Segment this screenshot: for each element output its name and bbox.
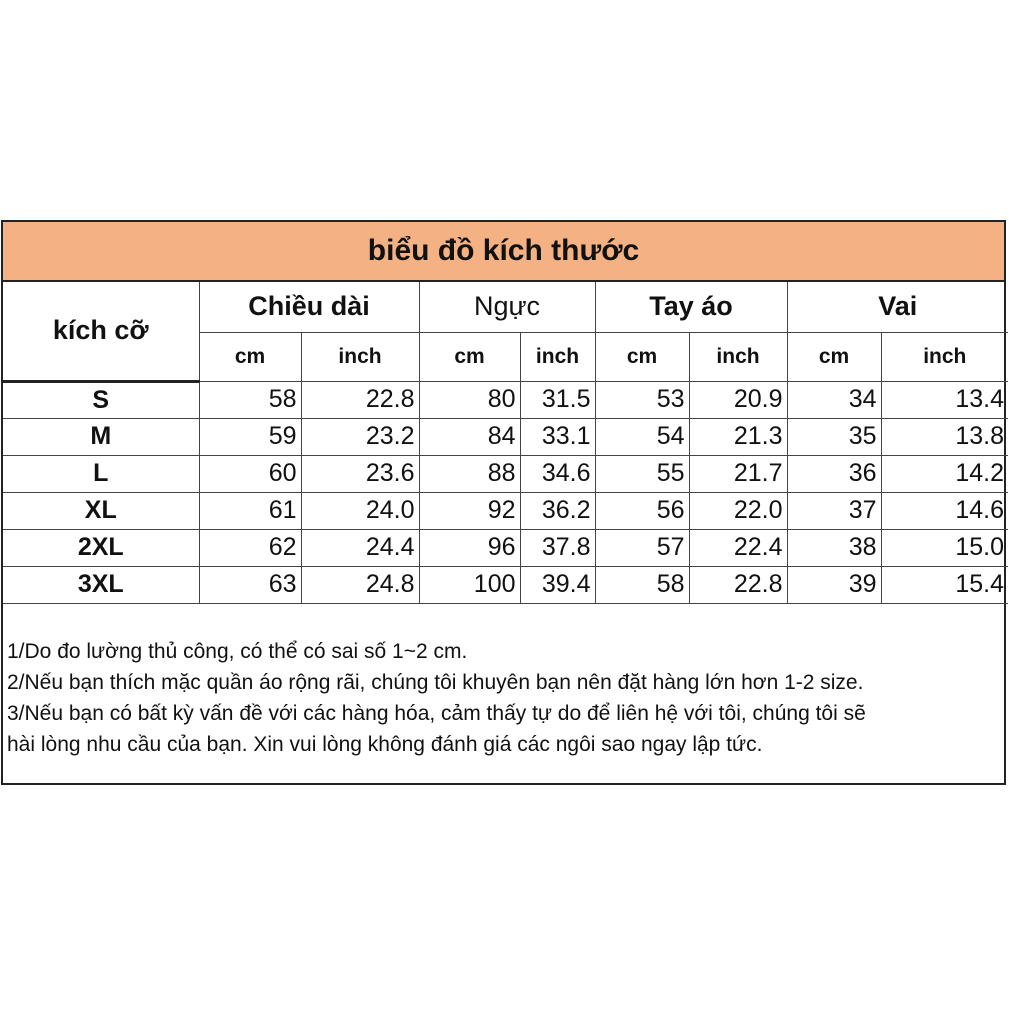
value-cell: 54: [595, 418, 689, 455]
value-cell: 39.4: [520, 566, 595, 603]
value-cell: 23.6: [301, 455, 419, 492]
value-cell: 24.4: [301, 529, 419, 566]
size-column-header: kích cỡ: [3, 282, 199, 381]
value-cell: 55: [595, 455, 689, 492]
unit-header: cm: [595, 332, 689, 381]
value-cell: 21.3: [689, 418, 787, 455]
value-cell: 36: [787, 455, 881, 492]
size-cell: 3XL: [3, 566, 199, 603]
value-cell: 22.8: [689, 566, 787, 603]
table-row: [3, 381, 1008, 418]
value-cell: 60: [199, 455, 301, 492]
value-cell: 92: [419, 492, 520, 529]
value-cell: 36.2: [520, 492, 595, 529]
value-cell: 21.7: [689, 455, 787, 492]
sleeve-header: Tay áo: [595, 282, 787, 332]
size-cell: L: [3, 455, 199, 492]
value-cell: 35: [787, 418, 881, 455]
chest-header: Ngực: [419, 282, 595, 332]
table-row: [3, 529, 1008, 566]
unit-header: cm: [419, 332, 520, 381]
value-cell: 33.1: [520, 418, 595, 455]
value-cell: 14.2: [881, 455, 1008, 492]
value-cell: 34.6: [520, 455, 595, 492]
value-cell: 15.0: [881, 529, 1008, 566]
note-line: hài lòng nhu cầu của bạn. Xin vui lòng không đánh giá các ngôi sao ngay lập tức.: [7, 733, 763, 756]
value-cell: 24.0: [301, 492, 419, 529]
note-line: 1/Do đo lường thủ công, có thể có sai số 1~2 cm.: [7, 640, 468, 663]
value-cell: 24.8: [301, 566, 419, 603]
unit-header: cm: [787, 332, 881, 381]
value-cell: 59: [199, 418, 301, 455]
size-cell: M: [3, 418, 199, 455]
value-cell: 22.0: [689, 492, 787, 529]
value-cell: 100: [419, 566, 520, 603]
value-cell: 13.4: [881, 381, 1008, 418]
value-cell: 34: [787, 381, 881, 418]
value-cell: 88: [419, 455, 520, 492]
size-chart: [1, 220, 1006, 785]
unit-header: inch: [301, 332, 419, 381]
value-cell: 14.6: [881, 492, 1008, 529]
value-cell: 61: [199, 492, 301, 529]
size-cell: S: [3, 381, 199, 418]
unit-header: inch: [881, 332, 1008, 381]
value-cell: 58: [595, 566, 689, 603]
unit-header: inch: [520, 332, 595, 381]
value-cell: 56: [595, 492, 689, 529]
shoulder-header: Vai: [787, 282, 1008, 332]
value-cell: 39: [787, 566, 881, 603]
value-cell: 84: [419, 418, 520, 455]
value-cell: 13.8: [881, 418, 1008, 455]
chart-title: biểu đồ kích thước: [3, 222, 1004, 282]
value-cell: 31.5: [520, 381, 595, 418]
value-cell: 15.4: [881, 566, 1008, 603]
value-cell: 20.9: [689, 381, 787, 418]
size-cell: XL: [3, 492, 199, 529]
value-cell: 62: [199, 529, 301, 566]
table-body: [3, 381, 1008, 603]
table-row: [3, 492, 1008, 529]
table-row: [3, 455, 1008, 492]
value-cell: 96: [419, 529, 520, 566]
value-cell: 80: [419, 381, 520, 418]
table-row: [3, 566, 1008, 603]
note-line: 2/Nếu bạn thích mặc quần áo rộng rãi, chúng tôi khuyên bạn nên đặt hàng lớn hơn 1-2 size.: [7, 671, 864, 694]
value-cell: 23.2: [301, 418, 419, 455]
size-cell: 2XL: [3, 529, 199, 566]
value-cell: 22.4: [689, 529, 787, 566]
notes: [7, 636, 1007, 760]
value-cell: 37: [787, 492, 881, 529]
table-row: [3, 418, 1008, 455]
value-cell: 38: [787, 529, 881, 566]
length-header: Chiều dài: [199, 282, 419, 332]
value-cell: 53: [595, 381, 689, 418]
value-cell: 63: [199, 566, 301, 603]
note-line: 3/Nếu bạn có bất kỳ vấn đề với các hàng hóa, cảm thấy tự do để liên hệ với tôi, chúng tôi sẽ: [7, 702, 866, 725]
value-cell: 57: [595, 529, 689, 566]
value-cell: 58: [199, 381, 301, 418]
unit-header: inch: [689, 332, 787, 381]
value-cell: 37.8: [520, 529, 595, 566]
unit-header: cm: [199, 332, 301, 381]
value-cell: 22.8: [301, 381, 419, 418]
size-table: [3, 282, 1008, 604]
